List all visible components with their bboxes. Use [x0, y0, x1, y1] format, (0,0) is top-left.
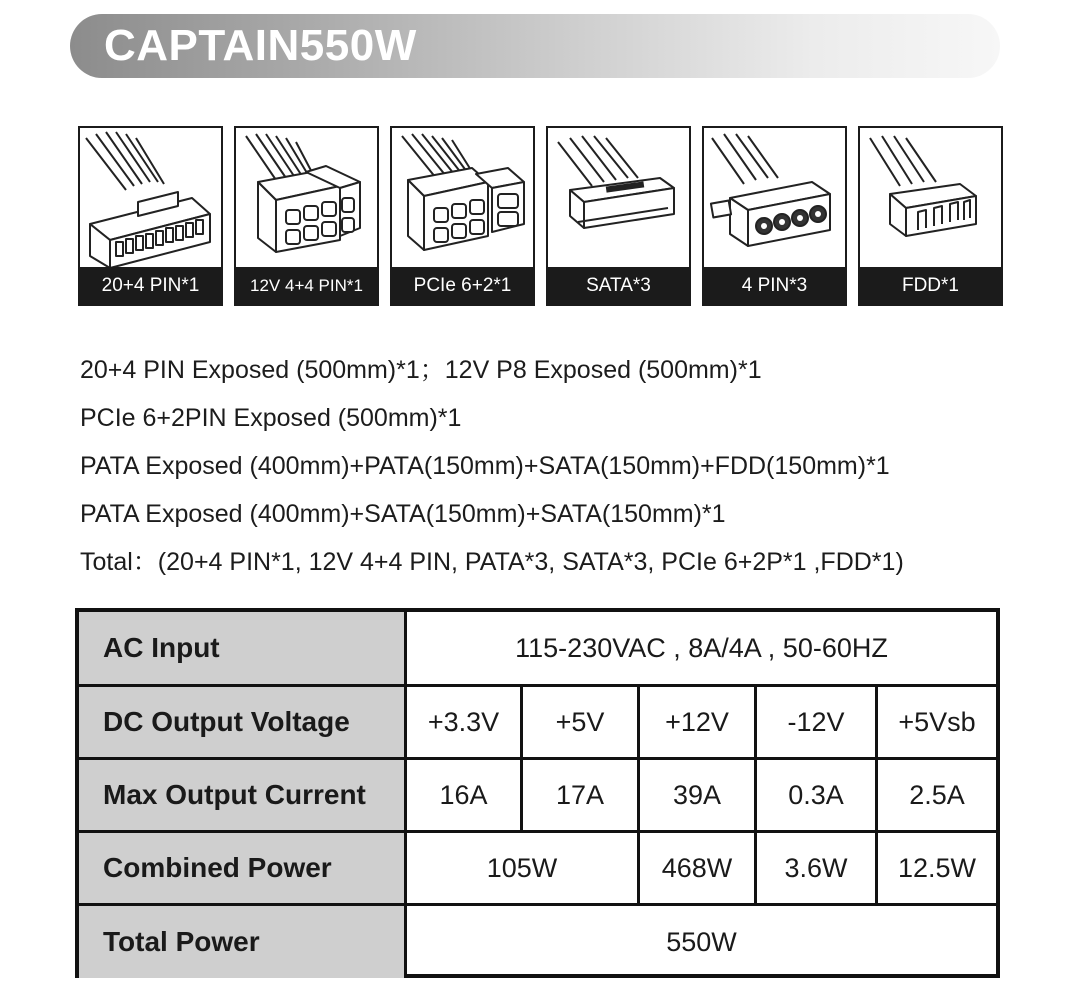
- dc-output-label: DC Output Voltage: [79, 687, 404, 757]
- atx-24pin-connector-icon: [80, 128, 221, 269]
- table-divider: [79, 903, 996, 906]
- ac-input-label: AC Input: [79, 612, 404, 684]
- combined-power-cell: 12.5W: [897, 852, 977, 883]
- total-power-label: Total Power: [79, 906, 404, 978]
- spec-table: [75, 608, 1000, 978]
- sata-connector-icon: [548, 128, 689, 269]
- cable-list: [80, 346, 1020, 586]
- table-divider: [79, 684, 996, 687]
- dc-output-cell: +5V: [555, 706, 605, 737]
- max-current-cell: 0.3A: [788, 779, 844, 810]
- connector-card-molex: [702, 126, 847, 306]
- pcie-8pin-connector-icon: [392, 128, 533, 269]
- connector-gallery: [78, 126, 1002, 308]
- connector-card-fdd: [858, 126, 1003, 306]
- title-banner: [70, 14, 1000, 78]
- total-power-value: 550W: [666, 926, 737, 957]
- cable-line: PCIe 6+2PIN Exposed (500mm)*1: [80, 404, 462, 432]
- max-current-cell: 2.5A: [909, 779, 965, 810]
- molex-connector-icon: [704, 128, 845, 269]
- connector-label: 4 PIN*3: [704, 267, 845, 304]
- connector-card-pcie: [390, 126, 535, 306]
- table-divider: [754, 684, 757, 906]
- combined-power-cell: 105W: [486, 852, 558, 883]
- connector-card-atx: [78, 126, 223, 306]
- table-divider: [404, 612, 407, 978]
- max-current-cell: 17A: [555, 779, 605, 810]
- cable-line: PATA Exposed (400mm)+PATA(150mm)+SATA(150mm)+FDD(150mm)*1: [80, 452, 890, 480]
- combined-power-cell: 468W: [661, 852, 733, 883]
- dc-output-cell: +3.3V: [427, 706, 500, 737]
- fdd-connector-icon: [860, 128, 1001, 269]
- connector-label: SATA*3: [548, 267, 689, 304]
- max-current-label: Max Output Current: [79, 760, 404, 830]
- connector-card-sata: [546, 126, 691, 306]
- table-divider: [637, 684, 640, 906]
- cable-line: 20+4 PIN Exposed (500mm)*1；12V P8 Exposed (500mm)*1: [80, 356, 762, 384]
- cable-line: PATA Exposed (400mm)+SATA(150mm)+SATA(150mm)*1: [80, 500, 726, 528]
- connector-label: FDD*1: [860, 267, 1001, 304]
- combined-power-label: Combined Power: [79, 833, 404, 903]
- dc-output-cell: +5Vsb: [898, 706, 976, 737]
- connector-card-eps: [234, 126, 379, 306]
- max-current-cell: 39A: [672, 779, 722, 810]
- table-divider: [79, 757, 996, 760]
- table-divider: [79, 830, 996, 833]
- page-title: CAPTAIN550W: [104, 21, 417, 70]
- dc-output-cell: +12V: [665, 706, 729, 737]
- table-divider: [520, 684, 523, 830]
- max-current-cell: 16A: [439, 779, 488, 810]
- dc-output-cell: -12V: [787, 706, 845, 737]
- ac-input-value: 115-230VAC , 8A/4A , 50-60HZ: [515, 632, 888, 663]
- combined-power-cell: 3.6W: [784, 852, 848, 883]
- connector-label: 12V 4+4 PIN*1: [236, 267, 377, 304]
- eps-8pin-connector-icon: [236, 128, 377, 269]
- cable-total-line: Total：(20+4 PIN*1, 12V 4+4 PIN, PATA*3, SATA*3, PCIe 6+2P*1 ,FDD*1): [80, 548, 904, 576]
- connector-label: PCIe 6+2*1: [392, 267, 533, 304]
- table-divider: [875, 684, 878, 906]
- connector-label: 20+4 PIN*1: [80, 267, 221, 304]
